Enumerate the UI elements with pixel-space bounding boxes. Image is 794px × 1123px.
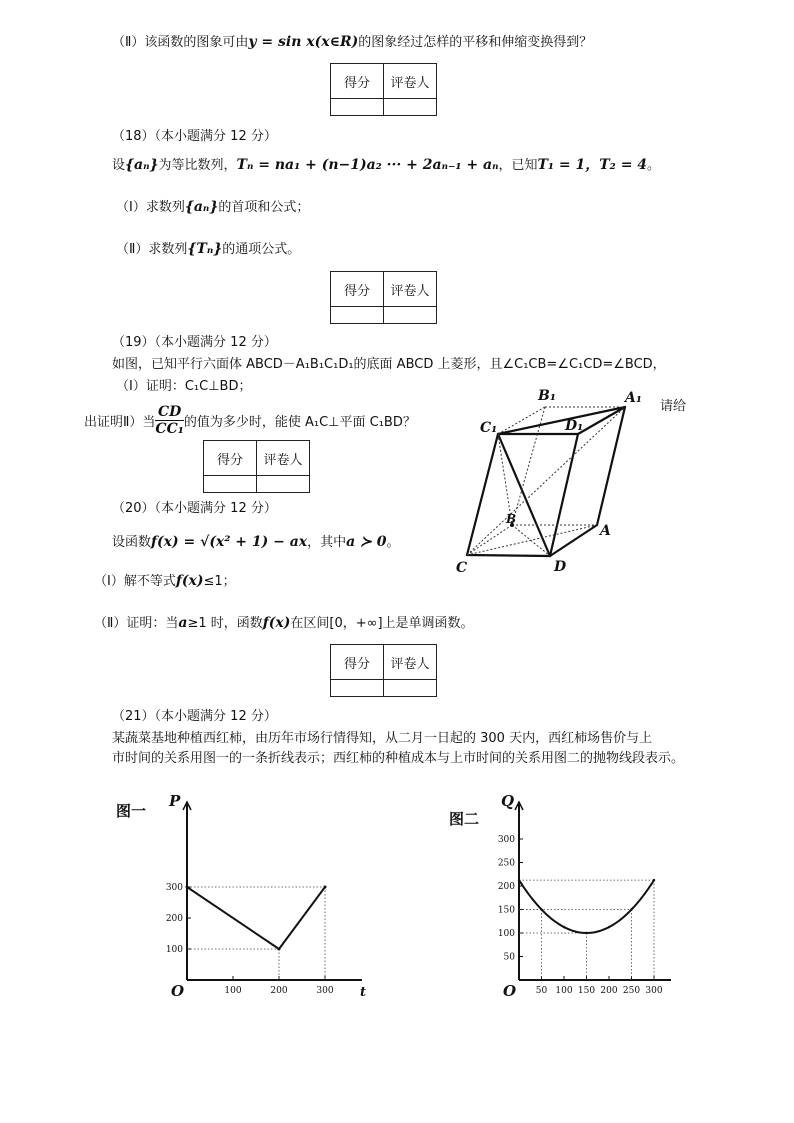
x-tick-label: 200 — [270, 986, 288, 996]
label-a: A — [600, 523, 611, 539]
y-tick-label: 100 — [165, 945, 183, 955]
x-axis-label: t — [360, 985, 367, 1000]
q19-part2-b: 的值为多少时，能使 A₁C⊥平面 C₁BD？ — [183, 415, 416, 430]
score-cell — [331, 99, 384, 116]
q20-intro — [112, 533, 399, 552]
x-tick-label: 300 — [316, 986, 334, 996]
parallelepiped-figure — [440, 380, 660, 580]
data-point — [324, 886, 327, 889]
data-point — [585, 932, 587, 934]
grader-cell-label: 评卷人 — [257, 441, 310, 476]
q20-part1-math: f(x) — [175, 573, 204, 589]
q18-part1 — [116, 198, 309, 217]
data-point — [186, 886, 189, 889]
grader-cell-label: 评卷人 — [384, 272, 437, 307]
q18-intro-formula: Tₙ = na₁ + (n−1)a₂ ··· + 2aₙ₋₁ + aₙ — [236, 157, 499, 173]
score-table-3 — [203, 440, 310, 493]
fraction-numerator: CD — [155, 404, 183, 421]
q20-intro-math: f(x) = √(x² + 1) − ax — [151, 534, 308, 550]
data-point — [518, 879, 520, 881]
q19-part2 — [84, 404, 416, 437]
q20-part2-b: ≥1 时，函数 — [187, 616, 263, 631]
y-tick-label: 300 — [165, 883, 183, 893]
q20-intro-c: 。 — [386, 535, 400, 550]
q18-intro-given: T₁ = 1，T₂ = 4 — [537, 157, 648, 173]
hidden-c-a — [467, 525, 597, 555]
score-cell — [331, 307, 384, 324]
q17-part2-math: y = sin x(x∈R) — [248, 34, 359, 50]
grader-cell — [384, 680, 437, 697]
q17-part2-text-a: （Ⅱ）该函数的图象可由 — [112, 35, 249, 50]
data-point — [278, 948, 281, 951]
score-cell-label: 得分 — [331, 645, 384, 680]
q18-part1-math: {aₙ} — [184, 199, 219, 215]
chart-figure-1 — [110, 790, 380, 1000]
y-axis-label: Q — [501, 792, 515, 810]
grader-cell — [384, 99, 437, 116]
grader-cell — [257, 476, 310, 493]
q18-intro-d: 。 — [647, 158, 661, 173]
q18-intro-a: 设 — [112, 158, 126, 173]
y-tick-label: 100 — [497, 929, 515, 939]
q20-part2 — [94, 614, 474, 633]
y-tick-label: 200 — [165, 914, 183, 924]
q17-part2 — [112, 33, 592, 52]
chart-title: 图一 — [116, 802, 147, 820]
x-tick-label: 100 — [555, 986, 573, 996]
x-tick-label: 150 — [577, 986, 596, 996]
data-point — [653, 879, 655, 881]
q20-intro-b: ，其中 — [307, 535, 347, 550]
q18-part2-b: 的通项公式。 — [222, 242, 301, 257]
y-axis-label: P — [169, 792, 181, 810]
edge-c1-a1 — [498, 407, 625, 434]
edge-a1-a — [597, 407, 625, 525]
label-d1: D₁ — [565, 418, 584, 434]
x-tick-label: 200 — [600, 986, 618, 996]
q19-heading: （19）（本小题满分 12 分） — [112, 335, 277, 350]
data-point — [630, 908, 632, 910]
x-tick-label: 50 — [535, 986, 548, 996]
q18-intro — [112, 156, 660, 175]
q20-part2-math2: f(x) — [262, 615, 291, 631]
q19-fraction — [155, 404, 183, 437]
y-tick-label: 150 — [497, 905, 515, 916]
label-c: C — [456, 560, 468, 576]
q20-part2-c: 在区间[0，+∞]上是单调函数。 — [290, 616, 474, 631]
q19-intro: 如图，已知平行六面体 ABCD－A₁B₁C₁D₁的底面 ABCD 上菱形，且∠C₁CB=∠C₁CD=∠BCD， — [112, 357, 666, 372]
y-tick-label: 50 — [503, 952, 515, 963]
data-point — [608, 926, 610, 928]
score-table-1 — [330, 63, 437, 116]
data-series-curve — [519, 880, 654, 933]
data-point — [540, 908, 542, 910]
q18-intro-b: 为等比数列， — [158, 158, 237, 173]
label-b: B — [506, 512, 517, 526]
q19-part1: （Ⅰ）证明：C₁C⊥BD； — [116, 379, 252, 394]
q19-part2-prefix: 出证明 — [84, 415, 124, 430]
label-c1: C₁ — [480, 420, 498, 436]
q20-part2-a: （Ⅱ）证明：当 — [94, 616, 179, 631]
score-table-4 — [330, 644, 437, 697]
q17-part2-text-b: 的图象经过怎样的平移和伸缩变换得到？ — [358, 35, 593, 50]
grader-cell — [384, 307, 437, 324]
data-point — [563, 926, 565, 928]
edge-c-d — [467, 555, 550, 556]
label-d: D — [554, 559, 567, 575]
q19-right-text: 请给 — [660, 399, 687, 414]
edge-d1-d — [550, 434, 578, 556]
x-tick-label: 100 — [224, 986, 242, 996]
origin-label: O — [503, 982, 517, 1000]
label-b1: B₁ — [538, 388, 556, 404]
q21-para2: 市时间的关系用图一的一条折线表示；西红柿的种植成本与上市时间的关系用图二的抛物线段表示。 — [112, 751, 685, 766]
q20-part1-b: ≤1； — [203, 574, 236, 589]
grader-cell-label: 评卷人 — [384, 64, 437, 99]
score-cell — [204, 476, 257, 493]
q19-part2-roman: Ⅱ）当 — [123, 415, 156, 430]
q18-intro-c: ，已知 — [498, 158, 538, 173]
chart-figure-2 — [445, 790, 685, 1005]
q18-heading: （18）（本小题满分 12 分） — [112, 129, 277, 144]
q18-part1-a: （Ⅰ）求数列 — [116, 200, 185, 215]
y-tick-label: 200 — [497, 882, 515, 892]
q20-part2-math1: a — [178, 615, 188, 631]
edge-c1-c — [467, 434, 498, 555]
q18-part2 — [116, 240, 300, 259]
q20-intro-cond: a ≻ 0 — [346, 534, 387, 550]
score-table-2 — [330, 271, 437, 324]
q20-part1-a: （Ⅰ）解不等式 — [94, 574, 176, 589]
score-cell-label: 得分 — [331, 64, 384, 99]
q18-part2-a: （Ⅱ）求数列 — [116, 242, 188, 257]
y-tick-label: 250 — [497, 858, 515, 869]
label-a1: A₁ — [625, 390, 642, 406]
fraction-denominator: CC₁ — [155, 421, 184, 437]
q18-intro-an: {aₙ} — [125, 157, 159, 173]
q18-part1-b: 的首项和公式； — [218, 200, 310, 215]
q18-part2-math: {Tₙ} — [187, 241, 223, 257]
score-cell — [331, 680, 384, 697]
score-cell-label: 得分 — [204, 441, 257, 476]
y-tick-label: 300 — [497, 835, 515, 845]
q20-part1 — [94, 572, 236, 591]
score-cell-label: 得分 — [331, 272, 384, 307]
q21-heading: （21）（本小题满分 12 分） — [112, 709, 277, 724]
x-tick-label: 250 — [622, 986, 641, 996]
chart-title: 图二 — [449, 810, 480, 828]
data-series-line — [187, 887, 325, 949]
grader-cell-label: 评卷人 — [384, 645, 437, 680]
origin-label: O — [171, 982, 185, 1000]
q21-para1: 某蔬菜基地种植西红柿，由历年市场行情得知，从二月一日起的 300 天内，西红柿场售价与上 — [112, 731, 653, 746]
q20-intro-a: 设函数 — [112, 535, 152, 550]
x-tick-label: 300 — [645, 986, 663, 996]
q20-heading: （20）（本小题满分 12 分） — [112, 501, 277, 516]
